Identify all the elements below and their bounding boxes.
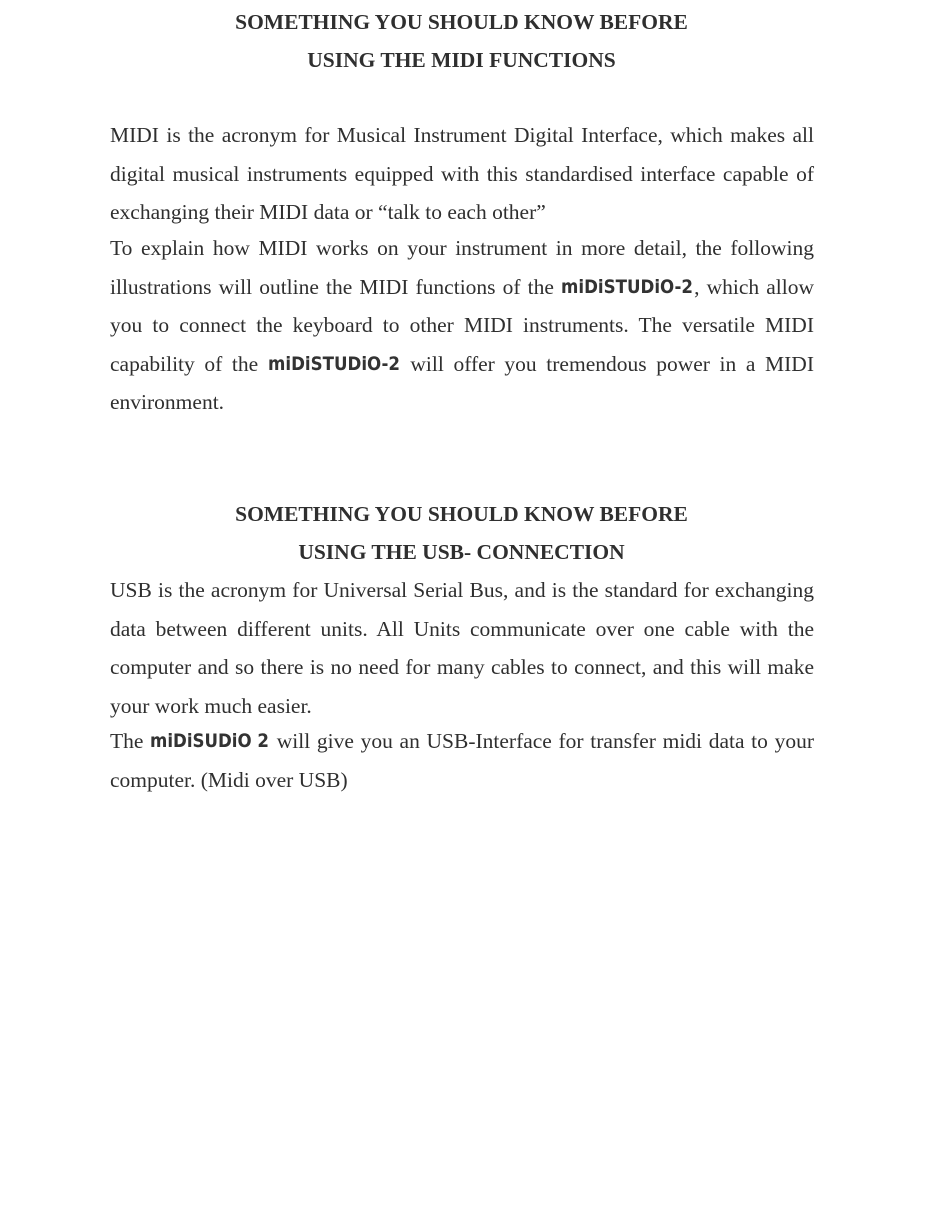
midi-paragraph-1: MIDI is the acronym for Musical Instrument Digital Interface, which makes all digital musical instruments equipped with this standardised interface capable of exchanging their MIDI data or “talk to each other”	[110, 123, 814, 224]
usb-paragraph-2-part2: will give you an USB-Interface for transfer midi data to your computer. (Midi over USB)	[110, 729, 814, 792]
midi-heading-line1: SOMETHING YOU SHOULD KNOW BEFORE	[235, 10, 688, 34]
midi-paragraph-2-part3: will offer you tremendous power in a MIDI environment.	[110, 351, 814, 414]
midi-paragraph-2	[110, 229, 814, 422]
midistudio-2-logo	[561, 276, 694, 296]
midi-paragraph-2-part1: To explain how MIDI works on your instrument in more detail, the following illustrations will outline the MIDI functions of the	[110, 236, 814, 299]
usb-heading-line1: SOMETHING YOU SHOULD KNOW BEFORE	[235, 502, 688, 526]
midistudio-2-logo	[268, 353, 401, 373]
midi-paragraph-2-part2: , which allow you to connect the keyboard to other MIDI instruments. The versatile MIDI capability of the	[110, 274, 815, 376]
svg-text:miDiSTUDiO-2: miDiSTUDiO-2	[561, 275, 694, 298]
svg-text:miDiSTUDiO-2: miDiSTUDiO-2	[267, 352, 400, 375]
svg-text:miDiSUDiO 2: miDiSUDiO 2	[150, 730, 270, 752]
usb-paragraph-2	[110, 722, 814, 799]
midisudio-2-logo	[150, 730, 270, 750]
midi-heading-line2: USING THE MIDI FUNCTIONS	[307, 48, 616, 72]
usb-paragraph-1: USB is the acronym for Universal Serial Bus, and is the standard for exchanging data between different units. All Units communicate over one cable with the computer and so there is no need for many cables to connect, and this will make your work much easier.	[110, 578, 814, 718]
usb-paragraph-2-part1: The	[110, 729, 151, 753]
usb-heading-line2: USING THE USB- CONNECTION	[298, 540, 625, 564]
